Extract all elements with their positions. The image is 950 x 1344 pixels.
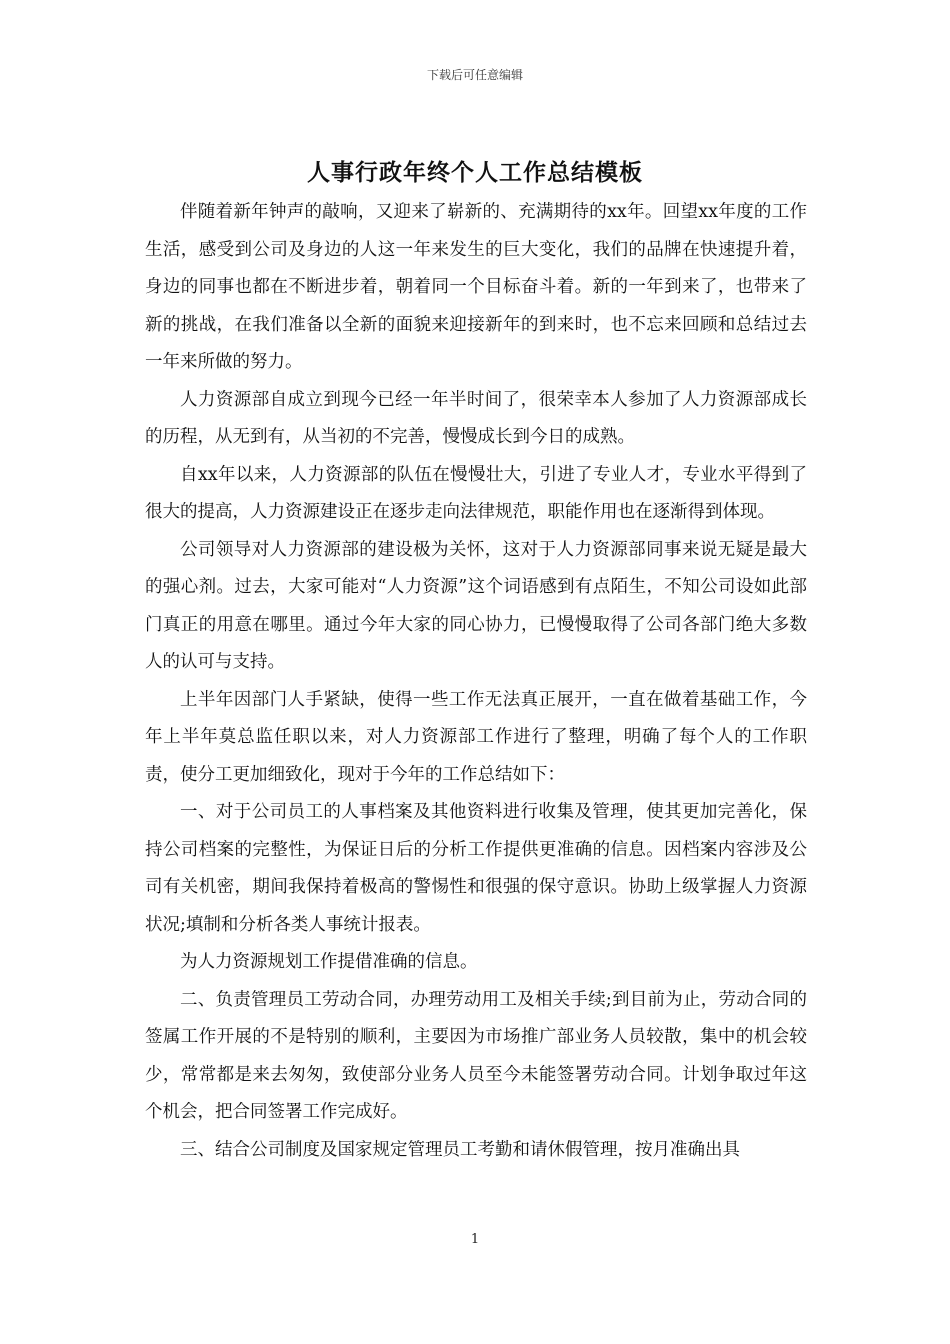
- download-note: 下载后可任意编辑: [426, 68, 523, 82]
- document-title: 人事行政年终个人工作总结模板: [307, 159, 643, 186]
- paragraph-leadership-support: 公司领导对人力资源部的建设极为关怀，这对于人力资源部同事来说无疑是最大的强心剂。过去，大家可能对“人力资源”这个词语感到有点陌生，不知公司设如此部门真正的用意在哪里。通过今年大家的同心协力，已慢慢取得了公司各部门绝大多数人的认可与支持。: [145, 539, 807, 672]
- paragraph-item-two: 二、负责管理员工劳动合同，办理劳动用工及相关手续;到目前为止，劳动合同的签属工作开展的不是特别的顺利，主要因为市场推广部业务人员较散，集中的机会较少，常常都是来去匆匆，致使部分业务人员至今未能签署劳动合同。计划争取过年这个机会，把合同签署工作完成好。: [145, 989, 807, 1122]
- page-number: 1: [470, 1232, 480, 1247]
- paragraph-item-three: 三、结合公司制度及国家规定管理员工考勤和请休假管理，按月准确出具: [180, 1139, 740, 1160]
- paragraph-hr-history: 人力资源部自成立到现今已经一年半时间了，很荣幸本人参加了人力资源部成长的历程，从无到有，从当初的不完善，慢慢成长到今日的成熟。: [145, 389, 807, 447]
- paragraph-hr-growth: 自xx年以来，人力资源部的队伍在慢慢壮大，引进了专业人才，专业水平得到了很大的提高，人力资源建设正在逐步走向法律规范，职能作用也在逐渐得到体现。: [145, 464, 807, 522]
- paragraph-item-one: 一、对于公司员工的人事档案及其他资料进行收集及管理，使其更加完善化，保持公司档案的完整性，为保证日后的分析工作提供更准确的信息。因档案内容涉及公司有关机密，期间我保持着极高的警惕性和很强的保守意识。协助上级掌握人力资源状况;填制和分析各类人事统计报表。: [145, 802, 807, 935]
- paragraph-first-half: 上半年因部门人手紧缺，使得一些工作无法真正展开，一直在做着基础工作，今年上半年莫总监任职以来，对人力资源部工作进行了整理，明确了每个人的工作职责，使分工更加细致化，现对于今年的工作总结如下：: [145, 689, 807, 785]
- paragraph-item-one-cont: 为人力资源规划工作提借准确的信息。: [180, 952, 478, 972]
- paragraph-intro: 伴随着新年钟声的敲响，又迎来了崭新的、充满期待的xx年。回望xx年度的工作生活，感受到公司及身边的人这一年来发生的巨大变化，我们的品牌在快速提升着，身边的同事也都在不断进步着，朝着同一个目标奋斗着。新的一年到来了，也带来了新的挑战，在我们准备以全新的面貌来迎接新年的到来时，也不忘来回顾和总结过去一年来所做的努力。: [145, 202, 807, 372]
- document-body: [145, 194, 807, 1169]
